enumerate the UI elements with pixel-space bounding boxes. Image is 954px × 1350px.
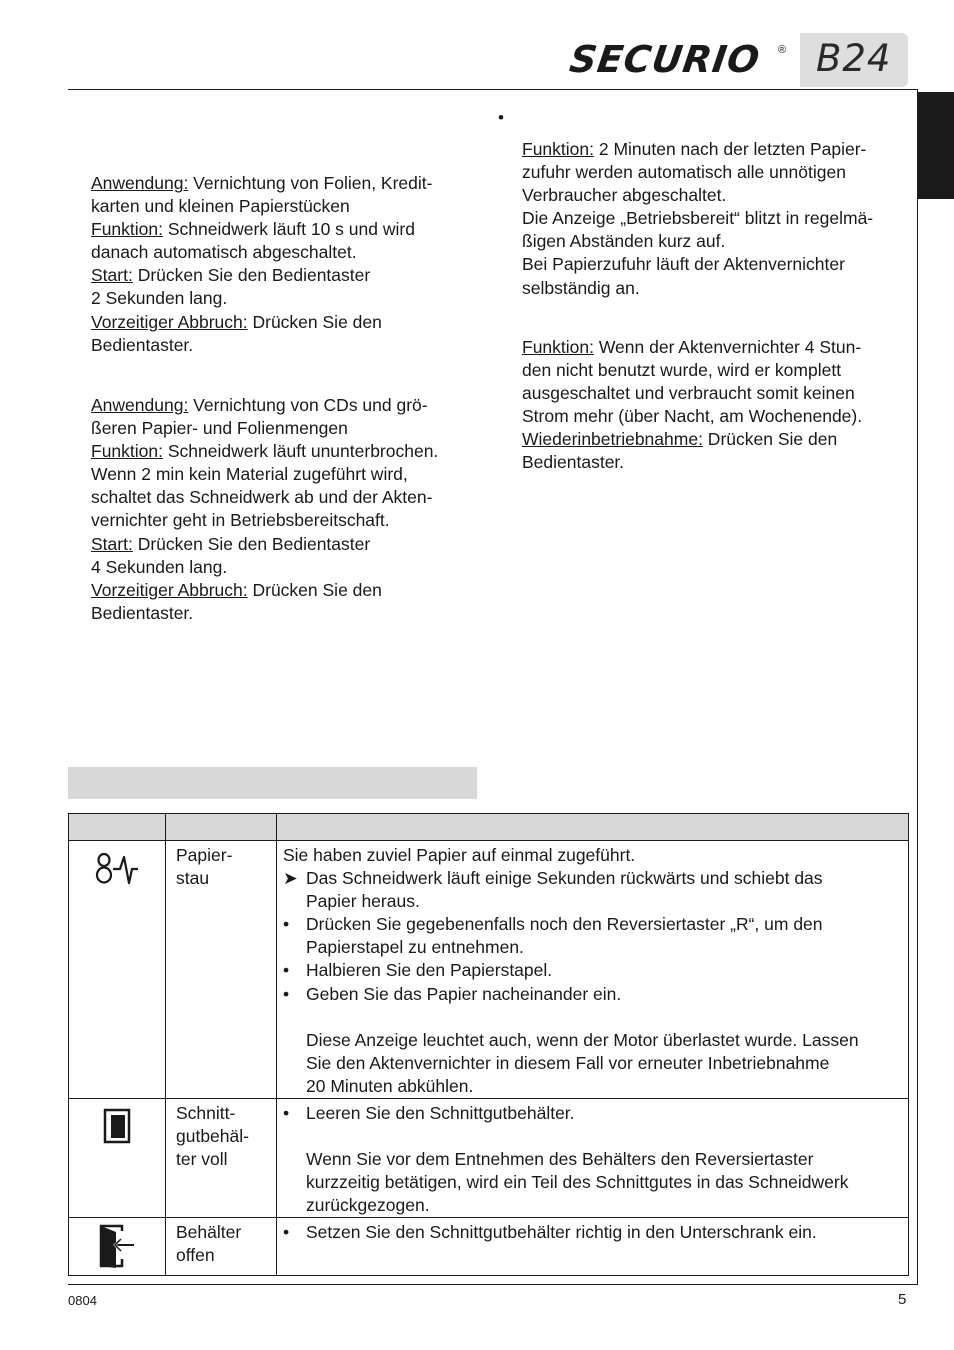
registered-mark: ® — [778, 44, 787, 56]
icon-cell — [69, 1218, 166, 1276]
status-label: Papier- stau — [166, 841, 277, 1099]
auto-off-block: Funktion: Wenn der Aktenvernichter 4 Stun- den nicht benutzt wurde, wird er komplett ausgeschaltet und verbraucht somit keinen Strom mehr (über Nacht, am Wochenende). Wiederinbetriebnahme: Drücken Sie den Bedientaster. — [522, 337, 863, 473]
remedy-cell — [277, 1098, 909, 1217]
note-text: Diese Anzeige leuchtet auch, wenn der Motor überlastet wurde. Lassen Sie den Aktenvernichter in diesem Fall vor erneuter Inbetriebnahme 20 Minuten abkühlen. — [306, 1029, 859, 1096]
header-rule — [68, 89, 918, 90]
footer-rule — [68, 1284, 918, 1285]
table-row — [69, 1218, 909, 1276]
header-cell — [166, 814, 277, 841]
section-tab — [918, 92, 954, 199]
icon-cell — [69, 1098, 166, 1217]
table-row — [69, 841, 909, 1099]
icon-cell — [69, 841, 166, 1099]
list-item: • Drücken Sie gegebenenfalls noch den Reversiertaster „R“, um den Papierstapel zu entnehmen. — [283, 914, 823, 958]
mode-block-1: Anwendung: Vernichtung von Folien, Kredit- karten und kleinen Papierstücken Funktion: Schneidwerk läuft 10 s und wird danach automatisch abgeschaltet. Start: Drücken Sie den Bedientaster 2 Sekunden lang. Vorzeitiger Abbruch: Drücken Sie den Bedientaster. — [91, 173, 433, 355]
table-header-row — [69, 814, 909, 841]
paper-jam-icon — [95, 849, 139, 895]
model-name: B24 — [816, 37, 892, 80]
right-rule — [917, 89, 918, 1285]
list-item: ➤ Das Schneidwerk läuft einige Sekunden rückwärts und schiebt das Papier heraus. — [283, 868, 823, 912]
remedy-cell: Sie haben zuviel Papier auf einmal zugeführt. ➤ Das Schneidwerk läuft einige Sekunden rückwärts und schiebt das Papier heraus. • Drücken Sie gegebenenfalls noch den Reversiertaster „R“, um den Papierstapel zu entnehmen. • Halbieren Sie den Papierstapel. • Geben Sie das Papier nacheinander ein. Diese Anzeige leuchtet auch, wenn der Motor überlastet wurde. Lassen Sie den Aktenvernichter in diesem Fall vor erneuter Inbetriebnahme 20 Minuten abkühlen. — [277, 841, 909, 1099]
note-text: Wenn Sie vor dem Entnehmen des Behälters den Reversiertaster kurzzeitig betätigen, wird ein Teil des Schnittgutes in das Schneidwerk zurückgezogen. — [306, 1149, 849, 1216]
remedy-cell — [277, 1218, 909, 1276]
footer-code: 0804 — [68, 1293, 97, 1308]
section-heading-bar — [68, 767, 477, 799]
list-item: • Geben Sie das Papier nacheinander ein. — [283, 983, 622, 1004]
header-cell — [277, 814, 909, 841]
page-number: 5 — [898, 1291, 907, 1308]
standby-block: Funktion: 2 Minuten nach der letzten Papier- zufuhr werden automatisch alle unnötigen Verbraucher abgeschaltet. Die Anzeige „Betriebsbereit“ blitzt in regelmä- ßigen Abständen kurz auf. Bei Papierzufuhr läuft der Aktenvernichter selbständig an. — [522, 139, 874, 298]
table-row — [69, 1098, 909, 1217]
list-item: • Setzen Sie den Schnittgutbehälter richtig in den Unterschrank ein. — [283, 1222, 817, 1243]
status-label: Schnitt- gutbehäl- ter voll — [166, 1098, 277, 1217]
error-table — [68, 813, 909, 1276]
list-item: • Halbieren Sie den Papierstapel. — [283, 960, 553, 981]
status-label: Behälter offen — [166, 1218, 277, 1276]
brand-logo: SECURIO — [566, 38, 763, 81]
header-cell — [69, 814, 166, 841]
list-item: • Leeren Sie den Schnittgutbehälter. — [283, 1102, 575, 1123]
door-open-icon — [98, 1223, 136, 1275]
bin-full-icon — [102, 1107, 132, 1151]
mode-block-2: Anwendung: Vernichtung von CDs und grö- ßeren Papier- und Folienmengen Funktion: Schneidwerk läuft ununterbrochen. Wenn 2 min kein Material zugeführt wird, schaltet das Schneidwerk ab und der Akten- vernichter geht in Betriebsbereitschaft. Start: Drücken Sie den Bedientaster 4 Sekunden lang. Vorzeitiger Abbruch: Drücken Sie den Bedientaster. — [91, 395, 439, 623]
bullet-mark: • — [498, 108, 504, 127]
